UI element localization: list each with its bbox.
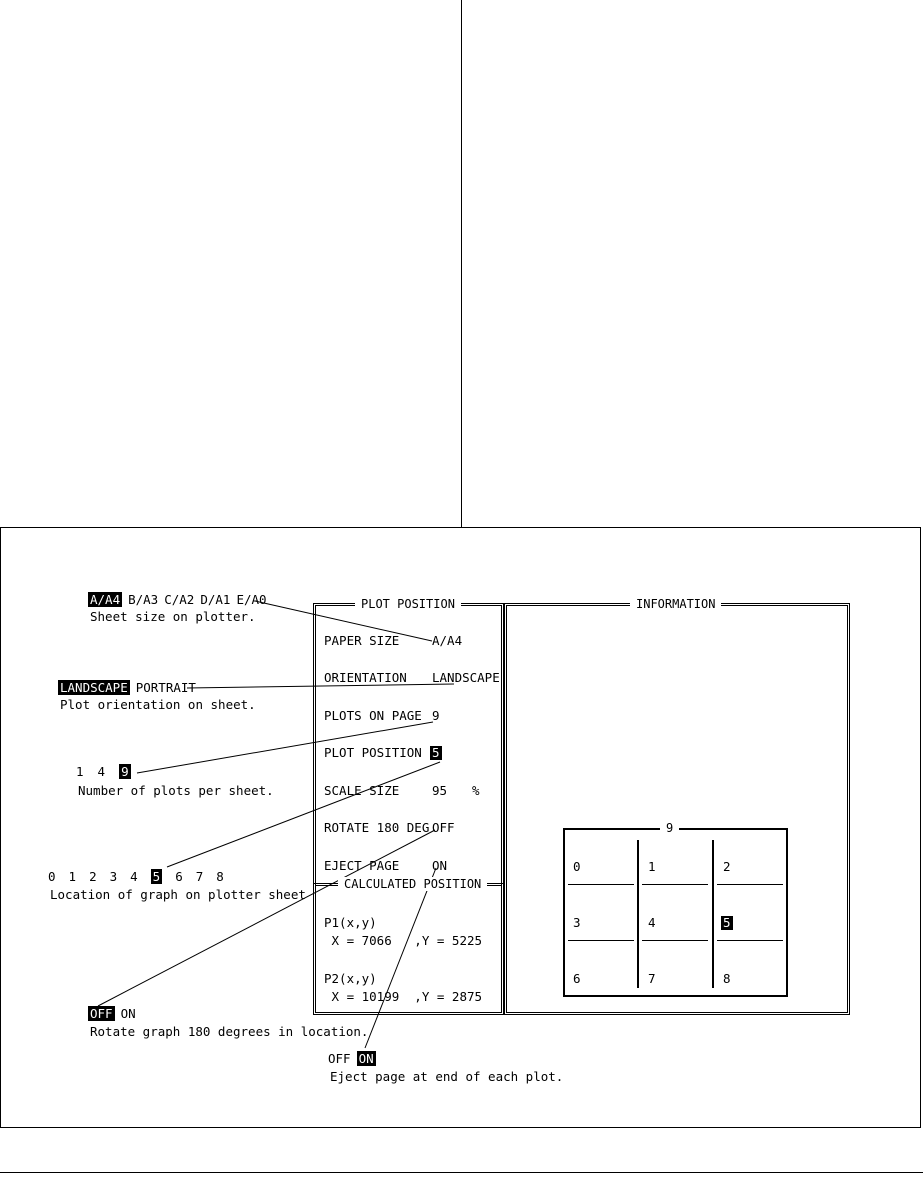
p2-values: X = 10199 ,Y = 2875 [324, 989, 483, 1004]
option-location-7[interactable]: 7 [195, 869, 204, 884]
field-label: ROTATE 180 DEG [324, 820, 430, 835]
rotate-options [88, 1007, 142, 1021]
option-eject-0[interactable]: OFF [328, 1051, 351, 1066]
option-paper-0[interactable]: A/A4 [90, 592, 121, 607]
option-location-8[interactable]: 8 [216, 869, 224, 884]
location-options [48, 870, 237, 884]
option-location-3[interactable]: 3 [109, 869, 118, 884]
plots-options [76, 765, 145, 779]
grid-cell-4[interactable]: 4 [648, 915, 656, 930]
field-label: EJECT PAGE [324, 858, 400, 873]
option-location-6[interactable]: 6 [175, 869, 183, 884]
field-label: PLOT POSITION [324, 745, 422, 760]
option-location-0[interactable]: 0 [48, 869, 56, 884]
grid-cell-3[interactable]: 3 [573, 915, 581, 930]
grid-divider [642, 940, 708, 941]
orientation-desc: Plot orientation on sheet. [60, 697, 256, 712]
option-orientation-1[interactable]: PORTRAIT [135, 680, 196, 695]
orientation-options [58, 681, 202, 695]
location-desc: Location of graph on plotter sheet [50, 887, 306, 902]
field-label: PAPER SIZE [324, 633, 400, 648]
rotate-desc: Rotate graph 180 degrees in location. [90, 1024, 369, 1039]
grid-divider [568, 940, 634, 941]
option-rotate-1[interactable]: ON [120, 1006, 136, 1021]
plot-position-title: PLOT POSITION [355, 597, 461, 611]
grid-cell-6[interactable]: 6 [573, 971, 581, 986]
option-location-2[interactable]: 2 [89, 869, 97, 884]
grid-divider [717, 884, 783, 885]
eject-options [328, 1052, 382, 1066]
grid-divider [717, 940, 783, 941]
grid-cell-0[interactable]: 0 [573, 859, 581, 874]
field-value-paper-size[interactable]: A/A4 [432, 633, 463, 648]
plot-position-grid [563, 828, 788, 997]
option-paper-1[interactable]: B/A3 [128, 592, 159, 607]
grid-cell-8[interactable]: 8 [723, 971, 731, 986]
option-orientation-0[interactable]: LANDSCAPE [60, 680, 128, 695]
field-value-orientation[interactable]: LANDSCAPE [432, 670, 500, 685]
field-value-plots-on-page[interactable]: 9 [432, 708, 440, 723]
plots-desc: Number of plots per sheet. [78, 783, 274, 798]
grid-divider [568, 884, 634, 885]
field-label: ORIENTATION [324, 670, 407, 685]
field-value-rotate[interactable]: OFF [432, 820, 455, 835]
option-location-5[interactable]: 5 [152, 869, 161, 884]
grid-cell-5-selected[interactable]: 5 [723, 915, 731, 930]
grid-cell-1[interactable]: 1 [648, 859, 656, 874]
option-paper-3[interactable]: D/A1 [200, 592, 231, 607]
option-location-4[interactable]: 4 [130, 869, 138, 884]
field-value-scale-size[interactable]: 95 [432, 783, 448, 798]
information-title: INFORMATION [630, 597, 721, 611]
p1-label: P1(x,y) [324, 915, 377, 930]
option-plots-0[interactable]: 1 [76, 764, 84, 779]
p2-label: P2(x,y) [324, 971, 377, 986]
option-plots-2[interactable]: 9 [121, 764, 129, 779]
field-unit-percent: % [472, 783, 480, 798]
option-paper-2[interactable]: C/A2 [164, 592, 195, 607]
grid-divider [637, 840, 639, 988]
paper-options [88, 593, 273, 607]
grid-divider [642, 884, 708, 885]
eject-desc: Eject page at end of each plot. [330, 1069, 564, 1084]
grid-cell-2[interactable]: 2 [723, 859, 731, 874]
option-rotate-0[interactable]: OFF [90, 1006, 113, 1021]
p1-values: X = 7066 ,Y = 5225 [324, 933, 483, 948]
option-paper-4[interactable]: E/A0 [236, 592, 267, 607]
calculated-position-title: CALCULATED POSITION [338, 877, 487, 891]
paper-desc: Sheet size on plotter. [90, 609, 256, 624]
option-plots-1[interactable]: 4 [97, 764, 106, 779]
grid-cell-7[interactable]: 7 [648, 971, 656, 986]
field-value-eject[interactable]: ON [432, 858, 448, 873]
option-location-1[interactable]: 1 [68, 869, 77, 884]
grid-title: 9 [660, 821, 679, 835]
grid-divider [712, 840, 714, 988]
field-label: SCALE SIZE [324, 783, 400, 798]
field-label: PLOTS ON PAGE [324, 708, 422, 723]
field-value-plot-position[interactable]: 5 [432, 745, 440, 760]
option-eject-1[interactable]: ON [358, 1051, 374, 1066]
